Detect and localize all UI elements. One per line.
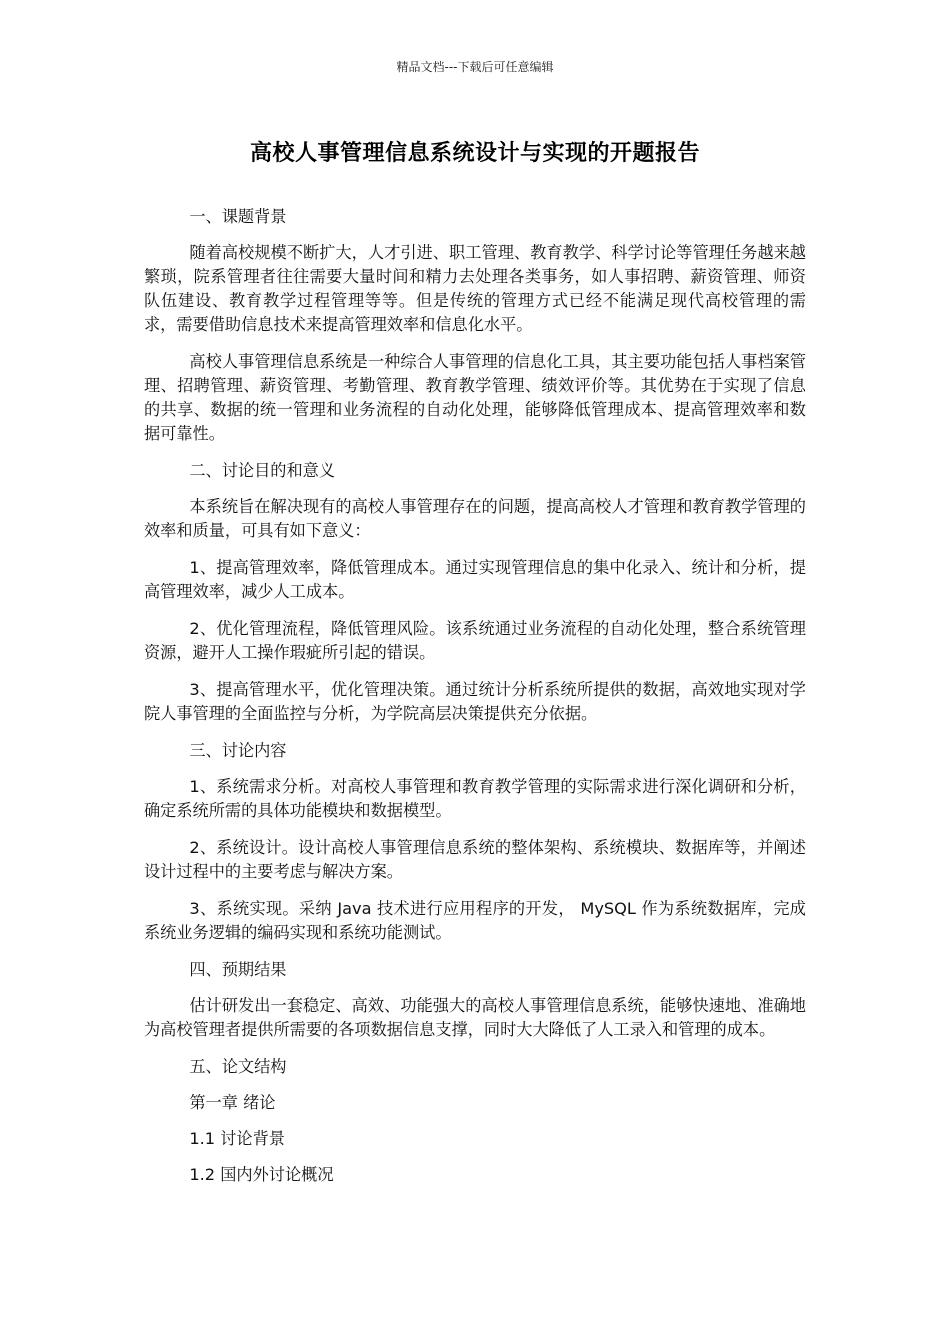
section-heading: 一、课题背景 — [189, 207, 287, 226]
paragraph: 随着高校规模不断扩大，人才引进、职工管理、教育教学、科学讨论等管理任务越来越繁琐，院系管理者往往需要大量时间和精力去处理各类事务，如人事招聘、薪资管理、师资队伍建设、教育教学过程管理等等。但是传统的管理方式已经不能满足现代高校管理的需求，需要借助信息技术来提高管理效率和信息化水平。 — [144, 243, 806, 334]
paragraph: 2、优化管理流程，降低管理风险。该系统通过业务流程的自动化处理，整合系统管理资源，避开人工操作瑕疵所引起的错误。 — [144, 619, 806, 662]
paragraph: 2、系统设计。设计高校人事管理信息系统的整体架构、系统模块、数据库等，并阐述设计过程中的主要考虑与解决方案。 — [144, 838, 806, 881]
section-heading: 四、预期结果 — [189, 960, 287, 979]
section-heading: 1.1 讨论背景 — [189, 1129, 285, 1148]
section-heading: 第一章 绪论 — [189, 1093, 276, 1112]
page-header: 精品文档---下载后可任意编辑 — [396, 60, 554, 74]
section-heading: 三、讨论内容 — [189, 741, 287, 760]
paragraph: 高校人事管理信息系统是一种综合人事管理的信息化工具，其主要功能包括人事档案管理、招聘管理、薪资管理、考勤管理、教育教学管理、绩效评价等。其优势在于实现了信息的共享、数据的统一管理和业务流程的自动化处理，能够降低管理成本、提高管理效率和数据可靠性。 — [144, 352, 806, 443]
paragraph: 本系统旨在解决现有的高校人事管理存在的问题，提高高校人才管理和教育教学管理的效率和质量，可具有如下意义： — [144, 497, 806, 540]
paragraph: 3、系统实现。采纳 Java 技术进行应用程序的开发， MySQL 作为系统数据库，完成系统业务逻辑的编码实现和系统功能测试。 — [144, 899, 806, 942]
section-heading: 五、论文结构 — [189, 1057, 287, 1076]
paragraph: 3、提高管理水平，优化管理决策。通过统计分析系统所提供的数据，高效地实现对学院人事管理的全面监控与分析，为学院高层决策提供充分依据。 — [144, 680, 806, 723]
section-heading: 二、讨论目的和意义 — [189, 461, 336, 480]
paragraph: 估计研发出一套稳定、高效、功能强大的高校人事管理信息系统，能够快速地、准确地为高校管理者提供所需要的各项数据信息支撑，同时大大降低了人工录入和管理的成本。 — [144, 996, 806, 1039]
document-body — [144, 205, 806, 1199]
paragraph: 1、系统需求分析。对高校人事管理和教育教学管理的实际需求进行深化调研和分析，确定系统所需的具体功能模块和数据模型。 — [144, 777, 806, 820]
document-title: 高校人事管理信息系统设计与实现的开题报告 — [249, 141, 700, 166]
paragraph: 1、提高管理效率，降低管理成本。通过实现管理信息的集中化录入、统计和分析，提高管理效率，减少人工成本。 — [144, 558, 806, 601]
section-heading: 1.2 国内外讨论概况 — [189, 1165, 334, 1184]
